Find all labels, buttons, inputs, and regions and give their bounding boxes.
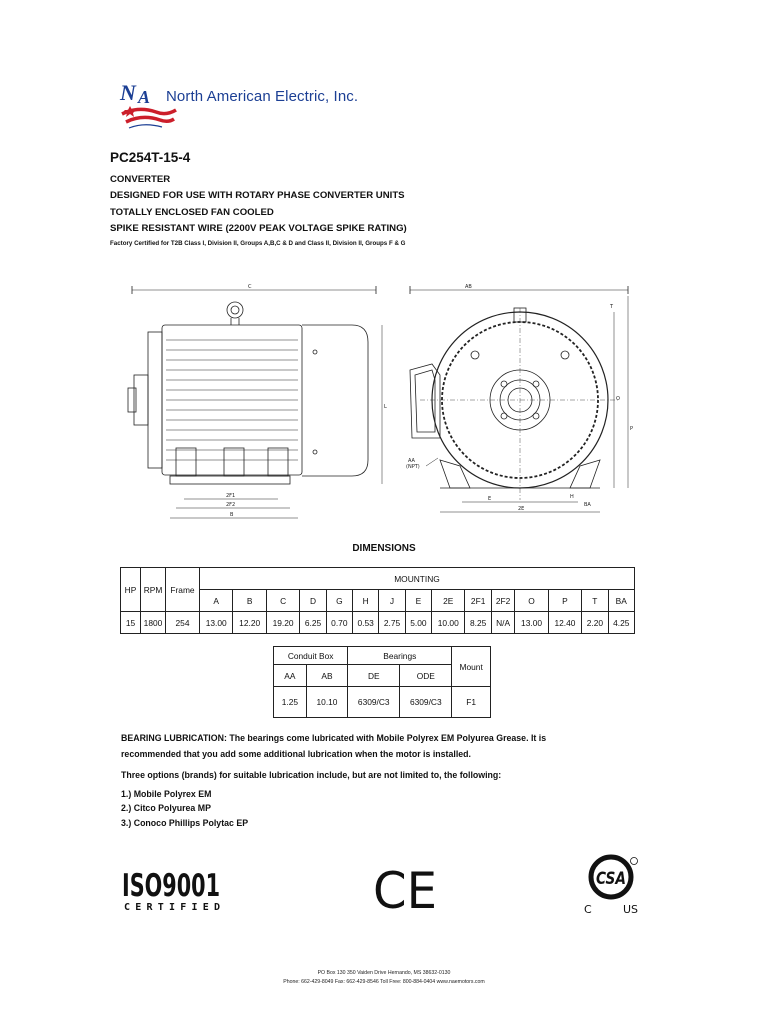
- table-cell: 13.00: [200, 612, 233, 634]
- table-cell: 2.75: [379, 612, 405, 634]
- table-header-rpm: RPM: [141, 568, 166, 612]
- table-row: [274, 687, 491, 718]
- table-cell: 19.20: [266, 612, 299, 634]
- table-cell: 12.40: [548, 612, 581, 634]
- dim-label-ab: AB: [465, 284, 472, 290]
- table-header-cell: G: [326, 590, 352, 612]
- table-header-bearings: Bearings: [348, 647, 452, 665]
- table-cell: 6309/C3: [348, 687, 400, 718]
- dim-label-2f1: 2F1: [226, 493, 236, 499]
- dim-label-t: T: [610, 304, 614, 310]
- lubrication-text: BEARING LUBRICATION: The bearings come lubricated with Mobile Polyrex EM Polyurea Grease. It is: [121, 733, 547, 743]
- table-cell: 8.25: [465, 612, 491, 634]
- table-header-cell: A: [200, 590, 233, 612]
- dim-label-l: L: [384, 404, 387, 410]
- spec-line: SPIKE RESISTANT WIRE (2200V PEAK VOLTAGE SPIKE RATING): [110, 223, 407, 234]
- iso-number: ISO9001: [122, 868, 220, 904]
- table-header-cell: O: [515, 590, 548, 612]
- dim-label-aa: AA: [408, 458, 415, 464]
- csa-us-text: US: [623, 903, 639, 916]
- table-header-cell: E: [405, 590, 431, 612]
- table-header-cell: H: [353, 590, 379, 612]
- table-header-cell: T: [582, 590, 608, 612]
- ce-mark-logo: [373, 862, 437, 920]
- table-cell: 5.00: [405, 612, 431, 634]
- table-cell: 12.20: [233, 612, 266, 634]
- table-cell: 13.00: [515, 612, 548, 634]
- dim-label-c: C: [248, 284, 252, 290]
- table-header-conduit-box: Conduit Box: [274, 647, 348, 665]
- table-header-cell: J: [379, 590, 405, 612]
- table-cell: 10.00: [432, 612, 465, 634]
- company-name: North American Electric, Inc.: [166, 88, 359, 105]
- table-header-cell: ODE: [400, 665, 452, 687]
- table-cell: 6.25: [300, 612, 326, 634]
- table-header-hp: HP: [121, 568, 141, 612]
- table-header-cell: AB: [306, 665, 348, 687]
- iso-certified: CERTIFIED: [124, 902, 220, 913]
- certification-line: Factory Certified for T2B Class I, Division II, Groups A,B,C & D and Class II, Division II, Groups F & G: [110, 240, 406, 247]
- table-cell: 10.10: [306, 687, 348, 718]
- dim-label-ba: BA: [584, 502, 591, 508]
- dim-label-h: H: [570, 494, 574, 500]
- ce-text: CE: [373, 862, 437, 920]
- table-header-cell: 2F1: [465, 590, 491, 612]
- dim-label-b: B: [230, 512, 234, 518]
- table-cell: 0.53: [353, 612, 379, 634]
- svg-text:N: N: [120, 80, 136, 105]
- dim-label-o: O: [616, 396, 620, 402]
- motor-side-view: [128, 284, 387, 518]
- table-row: [121, 612, 635, 634]
- footer-address: PO Box 130 350 Vaiden Drive Hernando, MS 38632-0130: [317, 970, 451, 976]
- table-header-cell: AA: [274, 665, 307, 687]
- spec-line: DESIGNED FOR USE WITH ROTARY PHASE CONVERTER UNITS: [110, 190, 405, 201]
- table-header-mounting: MOUNTING: [200, 568, 635, 590]
- table-cell-mount: F1: [452, 687, 491, 718]
- table-header-frame: Frame: [166, 568, 200, 612]
- lubrication-option: 3.) Conoco Phillips Polytac EP: [121, 818, 249, 828]
- table-header-cell: P: [548, 590, 581, 612]
- company-logo: [104, 76, 384, 136]
- dim-label-p: P: [630, 426, 634, 432]
- dim-label-2f2: 2F2: [226, 502, 236, 508]
- model-number: PC254T-15-4: [110, 150, 191, 165]
- table-cell: 2.20: [582, 612, 608, 634]
- iso-9001-logo: [122, 860, 222, 915]
- lubrication-option: 2.) Citco Polyurea MP: [121, 803, 211, 813]
- table-cell-frame: 254: [166, 612, 200, 634]
- csa-c-text: C: [584, 903, 592, 916]
- csa-text: CSA: [596, 869, 626, 889]
- table-header-mount: Mount: [452, 647, 491, 687]
- table-cell: 0.70: [326, 612, 352, 634]
- table-header-cell: D: [300, 590, 326, 612]
- table-header-cell: 2E: [432, 590, 465, 612]
- dim-label-npt: (NPT): [406, 464, 420, 470]
- dimensions-table: [120, 567, 635, 634]
- table-cell-rpm: 1800: [141, 612, 166, 634]
- conduit-bearings-table: [273, 646, 491, 718]
- dim-label-e: E: [488, 496, 492, 502]
- spec-line: CONVERTER: [110, 174, 171, 185]
- table-header-cell: B: [233, 590, 266, 612]
- table-cell: N/A: [491, 612, 515, 634]
- table-header-cell: 2F2: [491, 590, 515, 612]
- lubrication-text: Three options (brands) for suitable lubrication include, but are not limited to, the following:: [121, 770, 502, 780]
- motor-front-view: [406, 284, 633, 512]
- table-cell: 1.25: [274, 687, 307, 718]
- dim-label-2e: 2E: [518, 506, 525, 512]
- lubrication-text: recommended that you add some additional lubrication when the motor is installed.: [121, 749, 471, 759]
- table-cell: 6309/C3: [400, 687, 452, 718]
- csa-certification-logo: [583, 851, 645, 915]
- table-header-cell: C: [266, 590, 299, 612]
- dimensions-title: DIMENSIONS: [352, 543, 416, 554]
- spec-line: TOTALLY ENCLOSED FAN COOLED: [110, 207, 274, 218]
- table-header-cell: BA: [608, 590, 634, 612]
- table-header-cell: DE: [348, 665, 400, 687]
- table-cell-hp: 15: [121, 612, 141, 634]
- footer-contact: Phone: 662-429-8049 Fax: 662-429-8546 Toll Free: 800-884-0404 www.naemotors.com: [283, 979, 485, 985]
- table-cell: 4.25: [608, 612, 634, 634]
- motor-dimension-drawing: [120, 280, 640, 528]
- svg-text:A: A: [138, 87, 151, 107]
- lubrication-option: 1.) Mobile Polyrex EM: [121, 789, 212, 799]
